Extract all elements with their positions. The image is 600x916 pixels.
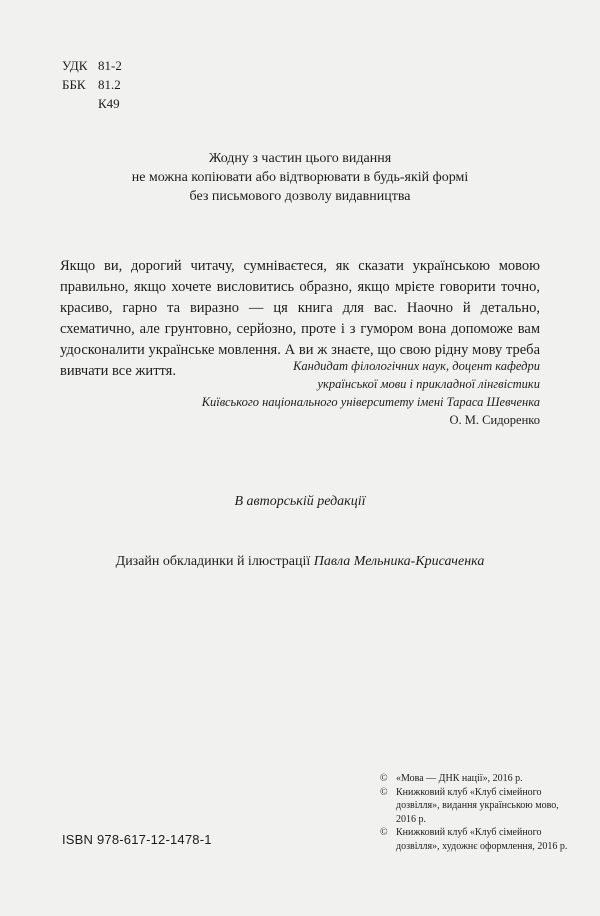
reviewer-role-line-2: української мови і прикладної лінгвістики xyxy=(317,377,540,391)
udk-value: 81-2 xyxy=(98,58,122,73)
copyright-item xyxy=(380,786,570,827)
design-credit xyxy=(0,554,600,570)
book-blurb: Якщо ви, дорогий читачу, сумніваєтеся, як сказати українською мовою правильно, якщо хочете висловитись образно, якщо мрієте говорити точно, красиво, гарно та виразно — ця книга для вас. Наочно й детально, схематично, але грунтовно, серйозно, проте і з гумором вона допоможе вам удосконалити українське мовлення. А ви ж знаєте, що свою рідну мову треба вивчати все життя. xyxy=(60,258,540,379)
designer-name: Павла Мельника-Крисаченка xyxy=(313,554,485,569)
bbk-label: ББК xyxy=(62,77,86,92)
copyright-symbol: © xyxy=(380,773,388,784)
copyright-symbol: © xyxy=(380,827,388,838)
copyright-text: Книжковий клуб «Клуб сімейного дозвілля», видання українською мово, 2016 р. xyxy=(396,786,559,825)
notice-line-2: не можна копіювати або відтворювати в будь-якій формі xyxy=(131,170,469,185)
catalog-codes xyxy=(62,56,122,113)
reviewer-role-line-3: Київського національного університету імені Тараса Шевченка xyxy=(201,395,540,409)
copyright-item xyxy=(380,772,570,786)
copyright-text: «Мова — ДНК нації», 2016 р. xyxy=(396,773,523,784)
reviewer-block xyxy=(100,357,540,429)
udk-row xyxy=(62,56,122,75)
design-credit-prefix: Дизайн обкладинки й ілюстрації xyxy=(115,554,311,569)
edition-note: В авторській редакції xyxy=(234,494,366,509)
notice-line-1: Жодну з частин цього видання xyxy=(208,151,392,166)
copyright-block xyxy=(380,772,570,853)
isbn: ISBN 978-617-12-1478-1 xyxy=(62,832,212,847)
udk-label: УДК xyxy=(62,58,88,73)
copyright-item xyxy=(380,826,570,853)
copy-restriction-notice xyxy=(110,149,490,206)
notice-line-3: без письмового дозволу видавництва xyxy=(189,189,411,204)
reviewer-name: О. М. Сидоренко xyxy=(449,413,540,427)
author-mark: К49 xyxy=(98,96,120,111)
copyright-text: Книжковий клуб «Клуб сімейного дозвілля», художнє оформлення, 2016 р. xyxy=(396,827,568,852)
copyright-symbol: © xyxy=(380,786,388,798)
bbk-value: 81.2 xyxy=(98,77,121,92)
reviewer-role-line-1: Кандидат філологічних наук, доцент кафедри xyxy=(293,359,540,373)
bbk-row xyxy=(62,75,122,94)
